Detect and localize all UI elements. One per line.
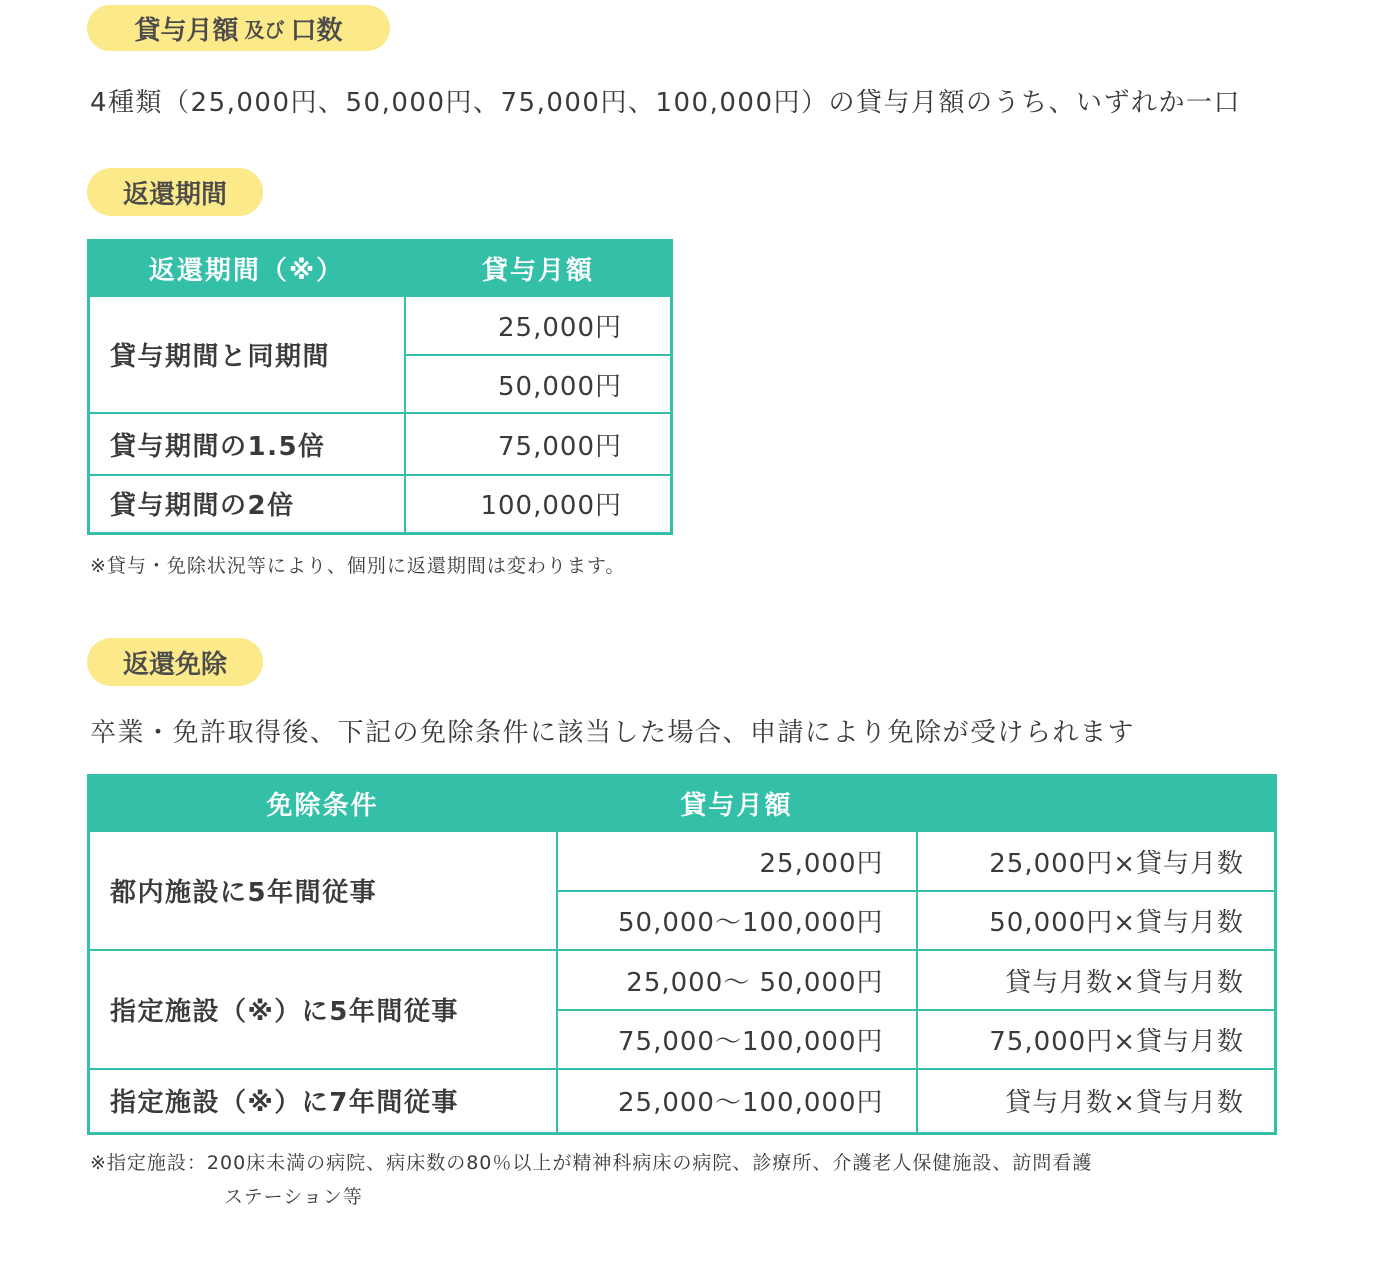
condition-cell: 指定施設（※）に7年間従事 xyxy=(89,1069,557,1133)
exemption-cell: 貸与月数×貸与月数 xyxy=(917,950,1276,1010)
heading-main: 貸与月額 xyxy=(134,15,239,46)
amount-cell: 75,000円 xyxy=(405,413,672,475)
col-header-amount: 貸与月額 xyxy=(557,774,917,832)
exemption-description: 卒業・免許取得後、下記の免除条件に該当した場合、申請により免除が受けられます xyxy=(90,718,1136,748)
amount-cell: 25,000〜100,000円 xyxy=(557,1069,917,1133)
amount-cell: 50,000円 xyxy=(405,355,672,413)
amount-cell: 50,000〜100,000円 xyxy=(557,891,917,950)
repayment-period-note: ※貸与・免除状況等により、個別に返還期間は変わります。 xyxy=(90,555,626,577)
section-heading-loan-amount xyxy=(87,5,390,51)
loan-amount-description: 4種類（25,000円、50,000円、75,000円、100,000円）の貸与月額のうち、いずれか一口 xyxy=(90,88,1241,118)
condition-cell: 都内施設に5年間従事 xyxy=(89,832,557,950)
section-heading-repayment-period xyxy=(87,168,263,216)
heading-tail: 口数 xyxy=(290,15,343,46)
col-header-period: 返還期間（※） xyxy=(89,239,405,297)
designated-facility-note xyxy=(90,1146,1092,1180)
exemption-cell: 25,000円×貸与月数 xyxy=(917,832,1276,891)
exemption-table xyxy=(87,774,1277,1135)
period-cell: 貸与期間の1.5倍 xyxy=(89,413,405,475)
note-label: ※指定施設： xyxy=(90,1152,207,1174)
section-heading-exemption xyxy=(87,638,263,686)
repayment-period-table xyxy=(87,239,673,535)
heading-label: 返還免除 xyxy=(122,649,227,680)
condition-cell: 指定施設（※）に5年間従事 xyxy=(89,950,557,1069)
note-line1: 200床未満の病院、病床数の80％以上が精神科病床の病院、診療所、介護老人保健施設、訪問看護 xyxy=(206,1152,1093,1174)
amount-cell: 25,000〜 50,000円 xyxy=(557,950,917,1010)
exemption-cell: 75,000円×貸与月数 xyxy=(917,1010,1276,1069)
heading-label: 返還期間 xyxy=(122,179,227,210)
col-header-condition: 免除条件 xyxy=(89,774,557,832)
period-cell: 貸与期間の2倍 xyxy=(89,475,405,533)
heading-small: 及び xyxy=(244,17,285,42)
period-cell: 貸与期間と同期間 xyxy=(89,297,405,413)
exemption-cell: 貸与月数×貸与月数 xyxy=(917,1069,1276,1133)
exemption-cell: 50,000円×貸与月数 xyxy=(917,891,1276,950)
amount-cell: 25,000円 xyxy=(557,832,917,891)
designated-facility-note-continued: ステーション等 xyxy=(224,1186,363,1208)
amount-cell: 25,000円 xyxy=(405,297,672,355)
col-header-exemption xyxy=(917,774,1276,832)
amount-cell: 75,000〜100,000円 xyxy=(557,1010,917,1069)
amount-cell: 100,000円 xyxy=(405,475,672,533)
col-header-amount: 貸与月額 xyxy=(405,239,672,297)
